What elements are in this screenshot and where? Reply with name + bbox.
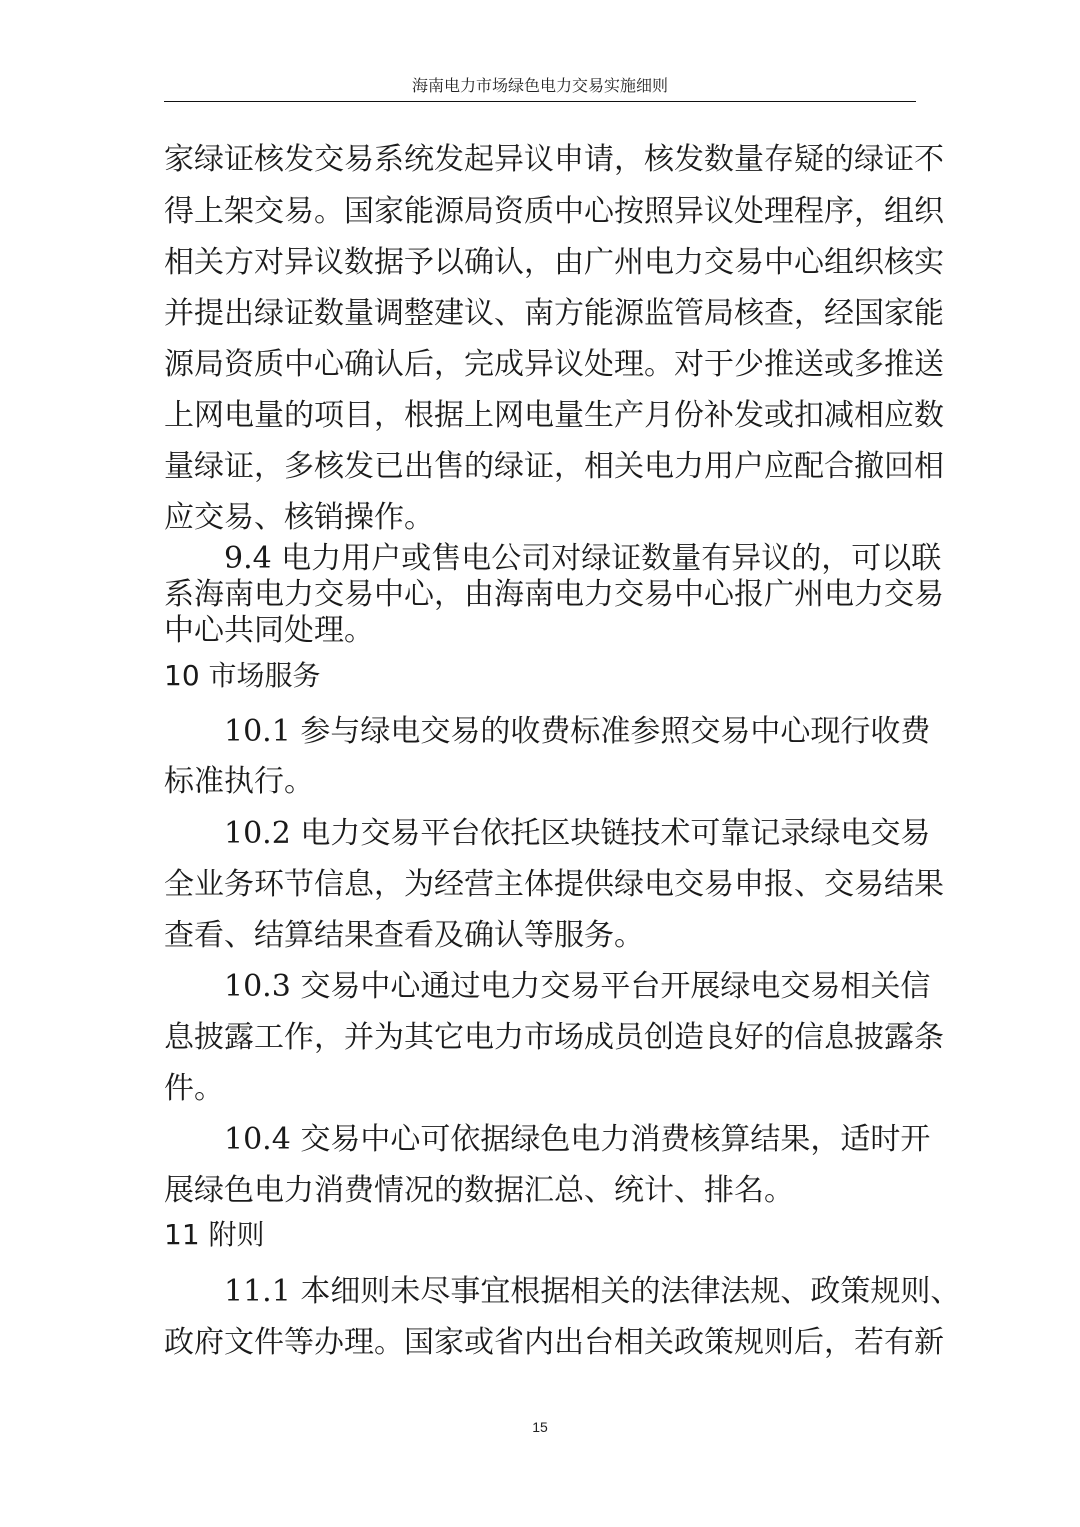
- page-number: 15: [532, 1419, 548, 1435]
- clause-10-1-line: 10.1 参与绿电交易的收费标准参照交易中心现行收费: [224, 714, 931, 749]
- header-divider: [164, 101, 916, 102]
- clause-11-1-line: 政府文件等办理。国家或省内出台相关政策规则后，若有新: [164, 1325, 944, 1360]
- running-header-title: 海南电力市场绿色电力交易实施细则: [411, 76, 668, 95]
- clause-10-3-line: 息披露工作，并为其它电力市场成员创造良好的信息披露条: [164, 1020, 944, 1055]
- clause-10-3-line: 10.3 交易中心通过电力交易平台开展绿电交易相关信: [224, 969, 931, 1004]
- paragraph-line: 相关方对异议数据予以确认，由广州电力交易中心组织核实: [164, 245, 944, 280]
- clause-11-1-line: 11.1 本细则未尽事宜根据相关的法律法规、政策规则、: [224, 1274, 961, 1309]
- clause-10-2-line: 全业务环节信息，为经营主体提供绿电交易申报、交易结果: [164, 867, 944, 902]
- clause-10-1-line: 标准执行。: [164, 764, 314, 799]
- clause-10-4-line: 展绿色电力消费情况的数据汇总、统计、排名。: [164, 1173, 794, 1208]
- clause-9-4-line: 9.4 电力用户或售电公司对绿证数量有异议的，可以联: [224, 541, 942, 576]
- paragraph-line: 应交易、核销操作。: [164, 500, 434, 535]
- clause-10-2-line: 10.2 电力交易平台依托区块链技术可靠记录绿电交易: [224, 816, 931, 851]
- clause-10-4-line: 10.4 交易中心可依据绿色电力消费核算结果，适时开: [224, 1122, 931, 1157]
- paragraph-line: 家绿证核发交易系统发起异议申请，核发数量存疑的绿证不: [164, 142, 944, 177]
- clause-10-2-line: 查看、结算结果查看及确认等服务。: [164, 918, 644, 953]
- section-10-heading: 10 市场服务: [164, 659, 321, 692]
- clause-10-3-line: 件。: [164, 1071, 224, 1106]
- section-11-heading: 11 附则: [164, 1218, 265, 1251]
- clause-9-4-line: 中心共同处理。: [164, 613, 374, 648]
- paragraph-line: 并提出绿证数量调整建议、南方能源监管局核查，经国家能: [164, 296, 944, 331]
- paragraph-line: 得上架交易。国家能源局资质中心按照异议处理程序，组织: [164, 194, 944, 229]
- paragraph-line: 源局资质中心确认后，完成异议处理。对于少推送或多推送: [164, 347, 944, 382]
- clause-9-4-line: 系海南电力交易中心，由海南电力交易中心报广州电力交易: [164, 577, 944, 612]
- paragraph-line: 上网电量的项目，根据上网电量生产月份补发或扣减相应数: [164, 398, 944, 433]
- paragraph-line: 量绿证，多核发已出售的绿证，相关电力用户应配合撤回相: [164, 449, 944, 484]
